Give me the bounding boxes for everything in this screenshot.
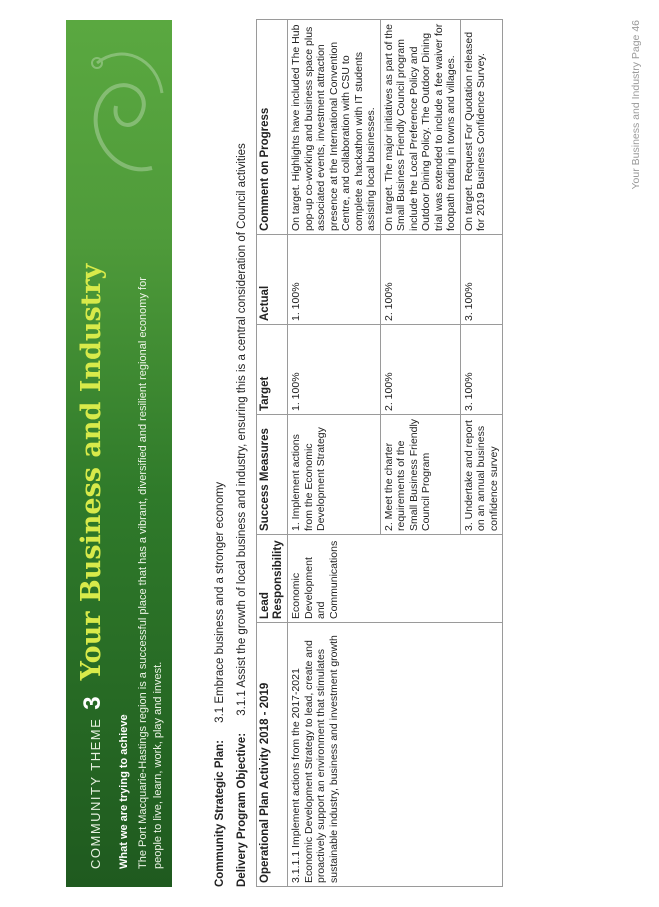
actual-cell: 1. 100% xyxy=(288,235,381,325)
measure-cell: 1. Implement actions from the Economic Development Strategy xyxy=(288,415,381,535)
strategic-plan-label: Community Strategic Plan: xyxy=(214,740,226,887)
lead-cell: Economic Development and Communications xyxy=(288,535,381,623)
decorative-swirl-icon xyxy=(72,38,172,188)
measure-cell: 3. Undertake and report on an annual business confidence survey xyxy=(460,415,503,535)
comment-cell: On target. The major initiatives as part of the Small Business Friendly Council program include the Local Preference Policy and Outdoor Dining Policy. The Outdoor Dining trial was extended to include a fee waiver for footpath trading in towns and villages. xyxy=(380,20,460,235)
activity-cell-empty xyxy=(380,623,460,887)
activity-cell: 3.1.1.1 Implement actions from the 2017-2021 Economic Development Strategy to lead, create and proactively support an environment that stimulates sustainable industry, business and investment growth xyxy=(288,623,381,887)
header-target: Target xyxy=(257,325,288,415)
objective-line xyxy=(236,143,248,887)
header-activity: Operational Plan Activity 2018 - 2019 xyxy=(257,623,288,887)
lead-cell-empty xyxy=(380,535,460,623)
header-lead: Lead Responsibility xyxy=(257,535,288,623)
theme-label: COMMUNITY THEME xyxy=(88,717,103,869)
comment-cell: On target. Request For Quotation released for 2019 Business Confidence Survey. xyxy=(460,20,503,235)
theme-banner xyxy=(66,20,172,887)
operational-plan-table xyxy=(256,19,503,887)
actual-cell: 2. 100% xyxy=(380,235,460,325)
theme-heading xyxy=(76,264,107,869)
theme-number: 3 xyxy=(79,696,106,710)
comment-cell: On target. Highlights have included The Hub pop-up co-working and business space plus associated events, investment attraction presence at the International Convention Centre, and collaboration with CSU to complete a hackathon with IT students assisting local businesses. xyxy=(288,20,381,235)
lead-cell-empty xyxy=(460,535,503,623)
header-actual: Actual xyxy=(257,235,288,325)
table-header-row xyxy=(257,20,288,887)
table-row xyxy=(380,20,460,887)
header-measures: Success Measures xyxy=(257,415,288,535)
header-comment: Comment on Progress xyxy=(257,20,288,235)
target-cell: 3. 100% xyxy=(460,325,503,415)
objective-value: 3.1.1 Assist the growth of local business and industry, ensuring this is a central consideration of Council activities xyxy=(236,143,248,716)
activity-cell-empty xyxy=(460,623,503,887)
theme-title: Your Business and Industry xyxy=(76,263,107,681)
achieve-text: The Port Macquarie-Hastings region is a successful place that has a vibrant, diversified and resilient regional economy for people to live, learn, work, play and invest. xyxy=(137,277,164,869)
strategic-plan-value: 3.1 Embrace business and a stronger economy xyxy=(214,481,226,723)
actual-cell: 3. 100% xyxy=(460,235,503,325)
measure-cell: 2. Meet the charter requirements of the Small Business Friendly Council Program xyxy=(380,415,460,535)
table-row xyxy=(460,20,503,887)
objective-label: Delivery Program Objective: xyxy=(236,732,248,887)
strategic-plan-line xyxy=(214,482,226,887)
target-cell: 1. 100% xyxy=(288,325,381,415)
table-row xyxy=(288,20,381,887)
target-cell: 2. 100% xyxy=(380,325,460,415)
page-footer: Your Business and Industry Page 46 xyxy=(630,20,642,190)
achieve-heading: What we are trying to achieve xyxy=(118,714,130,869)
